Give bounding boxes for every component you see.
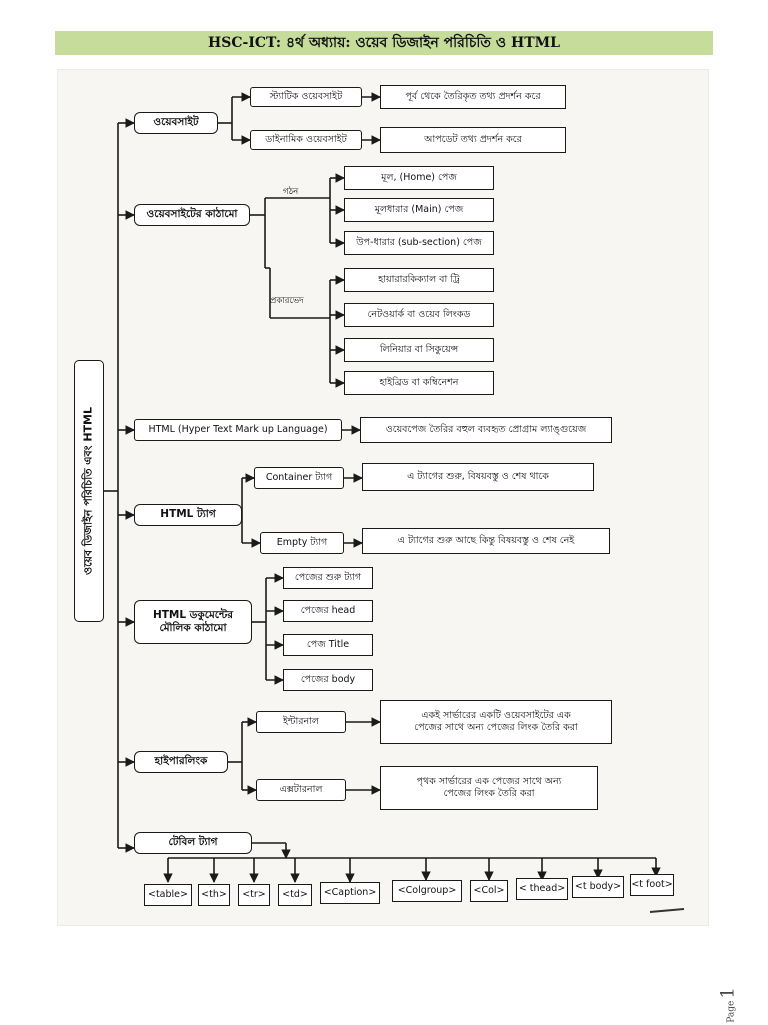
- hybrid-box: হাইব্রিড বা কম্বিনেশন: [344, 371, 494, 395]
- html-doc-label-line1: HTML ডকুমেন্টের: [152, 608, 234, 621]
- static-website-box: স্ট্যাটিক ওয়েবসাইট: [250, 87, 362, 107]
- external-link-box: এক্সটারনাল: [256, 779, 346, 801]
- category-html-tag: HTML ট্যাগ: [134, 504, 242, 526]
- page-body-box: পেজের body: [283, 669, 373, 691]
- category-website: ওয়েবসাইট: [134, 112, 218, 134]
- subsection-page-box: উপ-ধারার (sub-section) পেজ: [344, 231, 494, 255]
- root-label: ওয়েব ডিজাইন পরিচিতি এবং HTML: [81, 406, 95, 576]
- tag-tbody: <t body>: [572, 876, 624, 898]
- page-header-title: HSC-ICT: ৪র্থ অধ্যায়: ওয়েব ডিজাইন পরিচিতি ও HTML: [208, 35, 560, 51]
- category-hyperlink: হাইপারলিংক: [134, 751, 228, 773]
- tag-caption: <Caption>: [320, 882, 380, 904]
- empty-tag-box: Empty ট্যাগ: [260, 532, 344, 554]
- dynamic-website-box: ডাইনামিক ওয়েবসাইট: [250, 130, 362, 150]
- page-title-box: পেজ Title: [283, 634, 373, 656]
- internal-desc-line2: পেজের সাথে অন্য পেজের লিংক তৈরি করা: [414, 722, 578, 733]
- tag-td: <td>: [278, 884, 312, 906]
- container-tag-desc: এ ট্যাগের শুরু, বিষয়বস্তু ও শেষ থাকে: [362, 463, 594, 491]
- page-number: [718, 985, 740, 1025]
- tag-colgroup: <Colgroup>: [392, 880, 462, 902]
- internal-link-desc: [380, 700, 612, 744]
- internal-link-box: ইন্টারনাল: [256, 711, 346, 733]
- html-desc: ওয়েবপেজ তৈরির বহুল ব্যবহৃত প্রোগ্রাম ল্যাঙ্গুয়েজ: [360, 417, 612, 443]
- linear-box: লিনিয়ার বা সিকুয়েন্স: [344, 338, 494, 362]
- tag-thead: < thead>: [516, 878, 568, 900]
- gathon-label: গঠন: [283, 187, 299, 197]
- tag-table: <table>: [144, 884, 192, 906]
- empty-tag-desc: এ ট্যাগের শুরু আছে কিন্তু বিষয়বস্তু ও শেষ নেই: [362, 528, 610, 554]
- category-html: HTML (Hyper Text Mark up Language): [134, 419, 342, 441]
- external-desc-line2: পেজের লিংক তৈরি করা: [443, 788, 535, 799]
- html-doc-label-line2: মৌলিক কাঠামো: [159, 622, 227, 634]
- static-website-desc: পূর্ব থেকে তৈরিকৃত তথ্য প্রদর্শন করে: [380, 85, 566, 109]
- home-page-box: মূল, (Home) পেজ: [344, 166, 494, 190]
- page-head-box: পেজের head: [283, 600, 373, 622]
- page-word: Page: [726, 1000, 737, 1023]
- hierarchical-box: হায়ারারকিক্যাল বা ট্রি: [344, 268, 494, 292]
- prokarved-label: প্রকারভেদ: [270, 296, 304, 306]
- tag-th: <th>: [198, 884, 230, 906]
- tag-col: <Col>: [470, 880, 508, 902]
- category-html-doc: [134, 600, 252, 644]
- internal-desc-line1: একই সার্ভারের একটি ওয়েবসাইটের এক: [421, 710, 571, 722]
- tag-tfoot: <t foot>: [630, 874, 674, 896]
- main-page-box: মূলধারার (Main) পেজ: [344, 198, 494, 222]
- tag-tr: <tr>: [238, 884, 270, 906]
- page-digit: 1: [717, 987, 739, 999]
- category-website-structure: ওয়েবসাইটের কাঠামো: [134, 204, 250, 226]
- container-tag-box: Container ট্যাগ: [254, 467, 344, 489]
- external-desc-line1: পৃথক সার্ভারের এক পেজের সাথে অন্য: [416, 776, 562, 788]
- dynamic-website-desc: আপডেট তথ্য প্রদর্শন করে: [380, 127, 566, 153]
- external-link-desc: [380, 766, 598, 810]
- category-table-tag: টেবিল ট্যাগ: [134, 832, 252, 854]
- page-start-tag-box: পেজের শুরু ট্যাগ: [283, 567, 373, 589]
- network-box: নেটওয়ার্ক বা ওয়েব লিংকড: [344, 303, 494, 327]
